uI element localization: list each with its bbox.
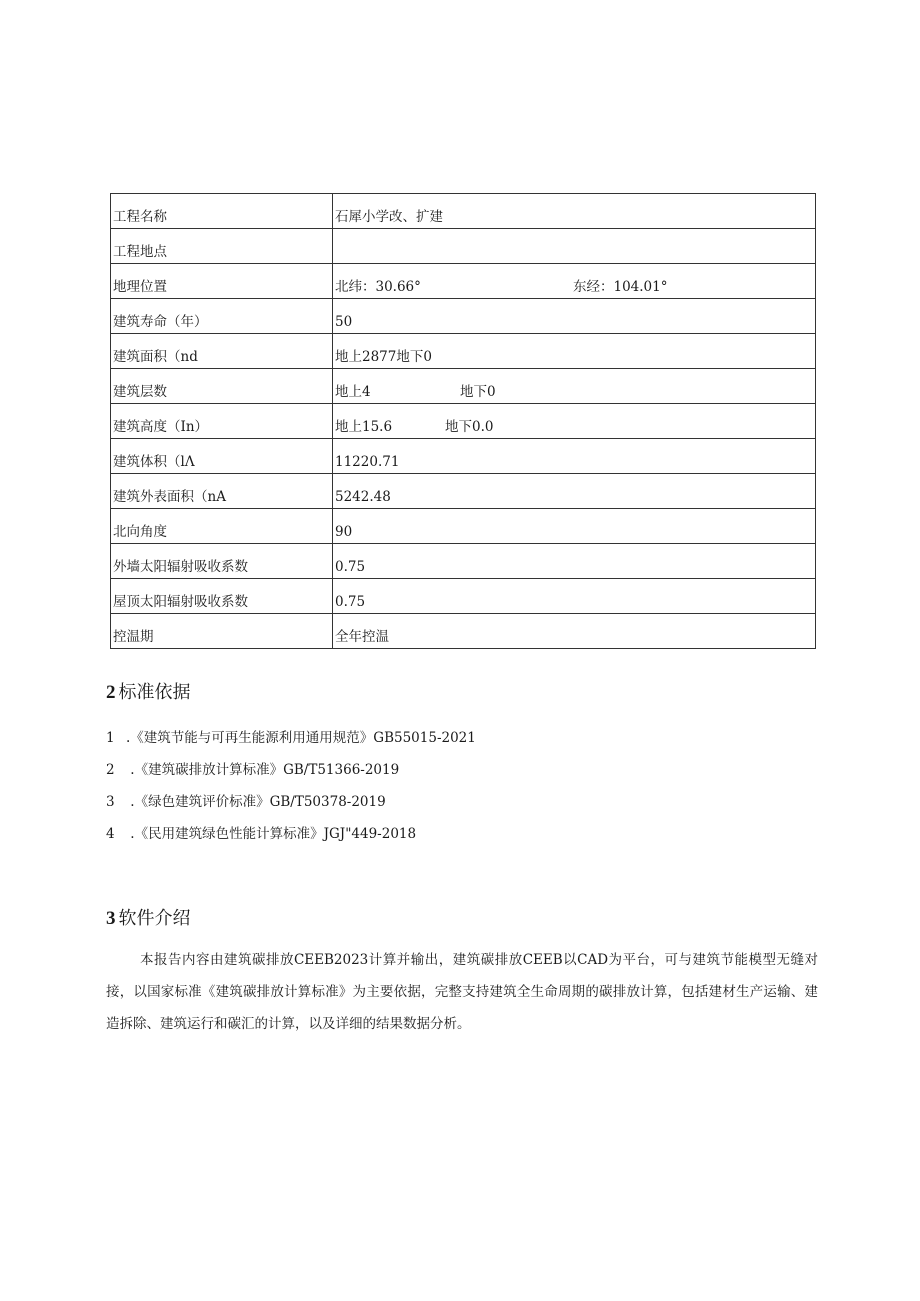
row-value: 5242.48 bbox=[333, 474, 816, 509]
row-label: 建筑面积（nd bbox=[111, 334, 333, 369]
building-heights bbox=[335, 415, 813, 435]
row-label: 建筑层数 bbox=[111, 369, 333, 404]
row-value: 0.75 bbox=[333, 544, 816, 579]
row-value bbox=[333, 404, 816, 439]
table-row bbox=[111, 369, 816, 404]
row-label: 外墙太阳辐射吸收系数 bbox=[111, 544, 333, 579]
table-row bbox=[111, 194, 816, 229]
item-index: 3 bbox=[106, 794, 115, 810]
item-index: 2 bbox=[106, 762, 115, 778]
section-number: 3 bbox=[106, 908, 116, 929]
row-value: 90 bbox=[333, 509, 816, 544]
row-label: 控温期 bbox=[111, 614, 333, 649]
table-row bbox=[111, 544, 816, 579]
row-value: 地上2877地下0 bbox=[333, 334, 816, 369]
list-item bbox=[106, 760, 476, 792]
row-label: 地理位置 bbox=[111, 264, 333, 299]
item-text: .《建筑碳排放计算标准》GB/T51366-2019 bbox=[126, 762, 400, 778]
longitude: 东经：104.01° bbox=[573, 279, 668, 295]
list-item bbox=[106, 824, 476, 856]
below-ground-floors: 地下0 bbox=[460, 384, 496, 400]
row-label: 建筑外表面积（nA bbox=[111, 474, 333, 509]
table-row bbox=[111, 229, 816, 264]
section-title: 软件介绍 bbox=[118, 908, 191, 929]
table-row bbox=[111, 509, 816, 544]
item-index: 1 bbox=[106, 730, 115, 746]
latitude: 北纬：30.66° bbox=[335, 279, 421, 295]
row-label: 建筑寿命（年） bbox=[111, 299, 333, 334]
item-text: .《绿色建筑评价标准》GB/T50378-2019 bbox=[126, 794, 386, 810]
row-value bbox=[333, 369, 816, 404]
row-value: 0.75 bbox=[333, 579, 816, 614]
item-text: .《建筑节能与可再生能源利用通用规范》GB55015-2021 bbox=[126, 730, 476, 746]
project-info-table bbox=[110, 193, 816, 649]
item-text: .《民用建筑绿色性能计算标准》JGJ"449-2018 bbox=[126, 826, 417, 842]
geo-location bbox=[335, 275, 813, 295]
table-row bbox=[111, 439, 816, 474]
above-ground-height: 地上15.6 bbox=[335, 419, 393, 435]
row-value: 石犀小学改、扩建 bbox=[333, 194, 816, 229]
below-ground-height: 地下0.0 bbox=[445, 419, 494, 435]
row-value bbox=[333, 229, 816, 264]
software-intro-paragraph: 本报告内容由建筑碳排放CEEB2023计算并输出，建筑碳排放CEEB以CAD为平台，可与建筑节能模型无缝对接，以国家标准《建筑碳排放计算标准》为主要依据，完整支持建筑全生命周期的碳排放计算，包括建材生产运输、建造拆除、建筑运行和碳汇的计算，以及详细的结果数据分析。 bbox=[106, 952, 818, 1032]
table-row bbox=[111, 264, 816, 299]
list-item bbox=[106, 728, 476, 760]
row-value: 11220.71 bbox=[333, 439, 816, 474]
section-heading-standards bbox=[106, 678, 191, 704]
section-title: 标准依据 bbox=[118, 682, 191, 703]
row-label: 建筑高度（In） bbox=[111, 404, 333, 439]
row-value: 全年控温 bbox=[333, 614, 816, 649]
floor-counts bbox=[335, 380, 813, 400]
row-label: 屋顶太阳辐射吸收系数 bbox=[111, 579, 333, 614]
list-item bbox=[106, 792, 476, 824]
table-row bbox=[111, 579, 816, 614]
section-number: 2 bbox=[106, 682, 116, 703]
row-value bbox=[333, 264, 816, 299]
row-label: 工程地点 bbox=[111, 229, 333, 264]
section-heading-software bbox=[106, 904, 191, 930]
standards-list bbox=[106, 728, 476, 856]
row-label: 北向角度 bbox=[111, 509, 333, 544]
row-label: 工程名称 bbox=[111, 194, 333, 229]
table-row bbox=[111, 474, 816, 509]
item-index: 4 bbox=[106, 826, 115, 842]
row-label: 建筑体积（lΛ bbox=[111, 439, 333, 474]
table-row bbox=[111, 404, 816, 439]
table-row bbox=[111, 334, 816, 369]
table-row bbox=[111, 614, 816, 649]
above-ground-floors: 地上4 bbox=[335, 384, 371, 400]
row-value: 50 bbox=[333, 299, 816, 334]
table-row bbox=[111, 299, 816, 334]
